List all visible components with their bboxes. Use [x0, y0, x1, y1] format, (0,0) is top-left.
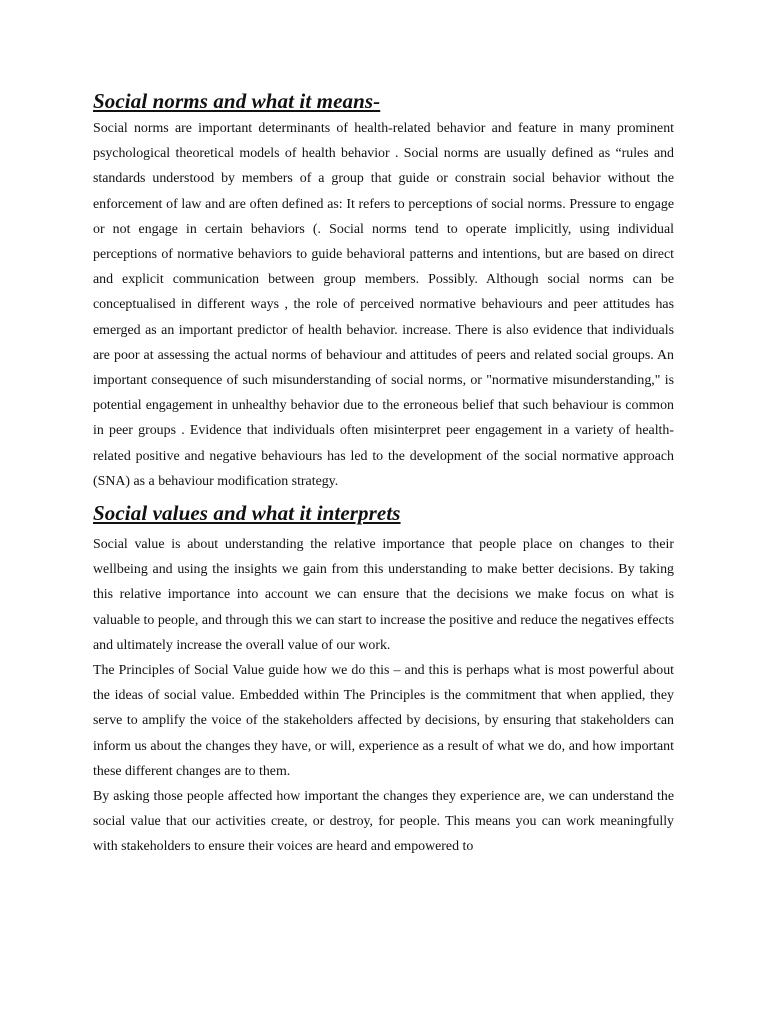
- paragraph-social-norms: Social norms are important determinants of health-related behavior and feature in many prominent psychological theoretical models of health behavior . Social norms are usually defined as “rules and standards understood by members of a group that guide or constrain social behavior without the enforcement of law and are often defined as: It refers to perceptions of social norms. Pressure to engage or not engage in certain behaviors (. Social norms tend to operate implicitly, using individual perceptions of normative behaviors to guide behavioral patterns and intentions, but are based on direct and explicit communication between group members. Possibly. Although social norms can be conceptualised in different ways , the role of perceived normative behaviours and peer attitudes has emerged as an important predictor of health behavior. increase. There is also evidence that individuals are poor at assessing the actual norms of behaviour and attitudes of peers and related social groups. An important consequence of such misunderstanding of social norms, or "normative misunderstanding," is potential engagement in unhealthy behavior due to the erroneous belief that such behaviour is common in peer groups . Evidence that individuals often misinterpret peer engagement in a variety of health-related positive and negative behaviours has led to the development of the social normative approach (SNA) as a behaviour modification strategy.: [93, 121, 674, 489]
- document-content: [93, 86, 674, 860]
- paragraph-social-value-intro: Social value is about understanding the relative importance that people place on changes to their wellbeing and using the insights we gain from this understanding to make better decisions. By taking this relative importance into account we can ensure that the decisions we make focus on what is valuable to people, and through this we can start to increase the positive and reduce the negatives effects and ultimately increase the overall value of our work.: [93, 537, 674, 653]
- section-heading-social-values: Social values and what it interprets: [93, 501, 401, 526]
- section-heading-social-norms: Social norms and what it means-: [93, 89, 381, 113]
- paragraph-asking-stakeholders: By asking those people affected how important the changes they experience are, we can understand the social value that our activities create, or destroy, for people. This means you can work meaningfully with stakeholders to ensure their voices are heard and empowered to: [93, 789, 674, 855]
- paragraph-principles-of-social-value: The Principles of Social Value guide how we do this – and this is perhaps what is most powerful about the ideas of social value. Embedded within The Principles is the commitment that when applied, they serve to amplify the voice of the stakeholders affected by decisions, by ensuring that stakeholders can inform us about the changes they have, or will, experience as a result of what we do, and how important these different changes are to them.: [93, 663, 674, 779]
